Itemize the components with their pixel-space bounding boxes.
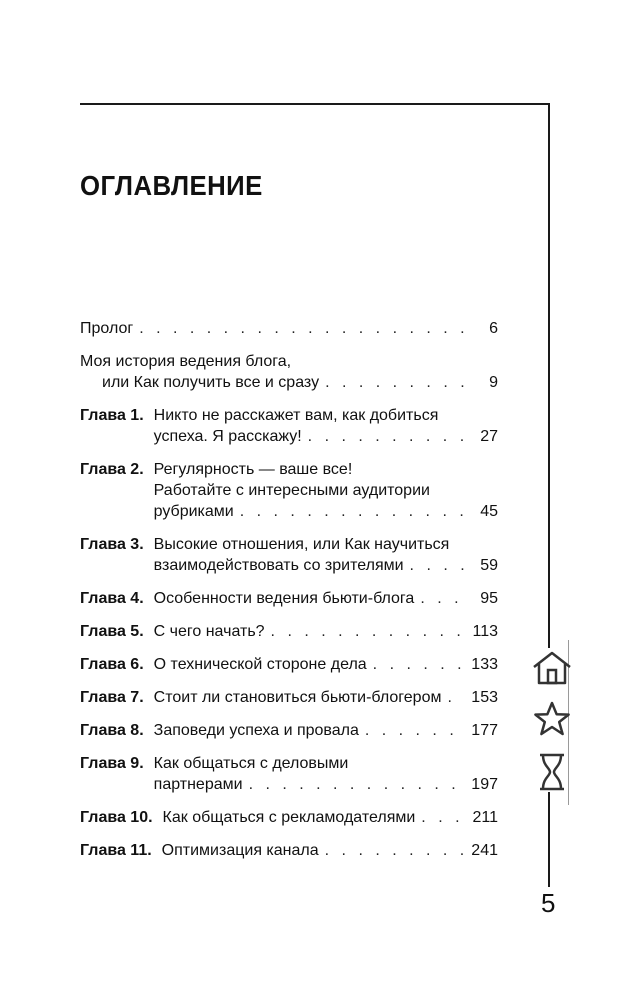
chapter-title: Особенности ведения бьюти-блога <box>153 590 415 607</box>
dot-leader <box>420 588 466 609</box>
dot-leader <box>308 426 466 447</box>
toc-entry[interactable] <box>80 405 498 447</box>
dot-leader <box>325 840 466 861</box>
chapter-label: Глава 5. <box>80 623 144 640</box>
chapter-label: Глава 9. <box>80 755 144 772</box>
toc-entry[interactable] <box>80 840 498 861</box>
dot-leader <box>410 555 466 576</box>
dot-leader <box>447 687 465 708</box>
dot-leader <box>240 501 466 522</box>
chapter-title: успеха. Я расскажу! <box>153 428 302 445</box>
chapter-title: или Как получить все и сразу <box>102 374 320 391</box>
chapter-label: Глава 3. <box>80 536 144 553</box>
toc-entry[interactable] <box>80 318 498 339</box>
page-ref: 59 <box>480 557 498 574</box>
page-ref: 153 <box>471 689 498 706</box>
top-rule <box>80 103 550 105</box>
star-icon[interactable] <box>530 701 576 742</box>
dot-leader <box>421 807 466 828</box>
dot-leader <box>139 318 466 339</box>
chapter-label: Глава 11. <box>80 842 152 859</box>
chapter-label: Глава 10. <box>80 809 153 826</box>
chapter-title: Высокие отношения, или Как научиться <box>153 536 450 553</box>
chapter-label: Глава 2. <box>80 461 144 478</box>
right-rule-upper <box>548 103 550 648</box>
page-ref: 177 <box>471 722 498 739</box>
chapter-title: Работайте с интересными аудитории <box>153 482 430 499</box>
toc-entry[interactable] <box>80 753 498 795</box>
page-ref: 27 <box>480 428 498 445</box>
table-of-contents <box>80 318 498 873</box>
page-ref: 197 <box>471 776 498 793</box>
chapter-label: Глава 8. <box>80 722 144 739</box>
toc-entry[interactable] <box>80 534 498 576</box>
toc-entry[interactable] <box>80 621 498 642</box>
chapter-label: Глава 7. <box>80 689 144 706</box>
toc-entry[interactable] <box>80 687 498 708</box>
page-ref: 9 <box>489 374 498 391</box>
dot-leader <box>365 720 465 741</box>
page-ref: 113 <box>472 623 498 640</box>
dot-leader <box>325 372 466 393</box>
page-number: 5 <box>541 888 556 918</box>
chapter-title: Как общаться с деловыми <box>153 755 349 772</box>
chapter-title: С чего начать? <box>153 623 265 640</box>
dot-leader <box>271 621 466 642</box>
page-ref: 45 <box>480 503 498 520</box>
page-ref: 211 <box>472 809 498 826</box>
dot-leader <box>249 774 466 795</box>
chapter-title: взаимодействовать со зрителями <box>153 557 404 574</box>
chapter-title: Регулярность — ваше все! <box>153 461 353 478</box>
chapter-title: Как общаться с рекламодателями <box>162 809 416 826</box>
dot-leader <box>373 654 466 675</box>
toc-entry[interactable] <box>80 654 498 675</box>
chapter-title: рубриками <box>153 503 234 520</box>
page-ref: 6 <box>489 320 498 337</box>
chapter-title: Никто не расскажет вам, как добиться <box>153 407 439 424</box>
hourglass-icon[interactable] <box>530 752 576 797</box>
page-ref: 95 <box>480 590 498 607</box>
chapter-label: Глава 6. <box>80 656 144 673</box>
chapter-label: Глава 4. <box>80 590 144 607</box>
page-ref: 133 <box>471 656 498 673</box>
toc-entry[interactable] <box>80 720 498 741</box>
page-ref: 241 <box>471 842 498 859</box>
page-title: ОГЛАВЛЕНИЕ <box>80 170 263 201</box>
toc-entry[interactable] <box>80 588 498 609</box>
chapter-title: Пролог <box>80 320 134 337</box>
chapter-title: Моя история ведения блога, <box>80 353 292 370</box>
toc-entry[interactable] <box>80 351 498 393</box>
chapter-title: О технической стороне дела <box>153 656 367 673</box>
home-icon[interactable] <box>530 650 576 691</box>
chapter-title: Заповеди успеха и провала <box>153 722 359 739</box>
chapter-title: партнерами <box>153 776 243 793</box>
toc-entry[interactable] <box>80 807 498 828</box>
toc-entry[interactable] <box>80 459 498 522</box>
side-icon-strip <box>530 650 576 807</box>
chapter-title: Стоит ли становиться бьюти-блогером <box>153 689 442 706</box>
chapter-title: Оптимизация канала <box>161 842 319 859</box>
chapter-label: Глава 1. <box>80 407 144 424</box>
